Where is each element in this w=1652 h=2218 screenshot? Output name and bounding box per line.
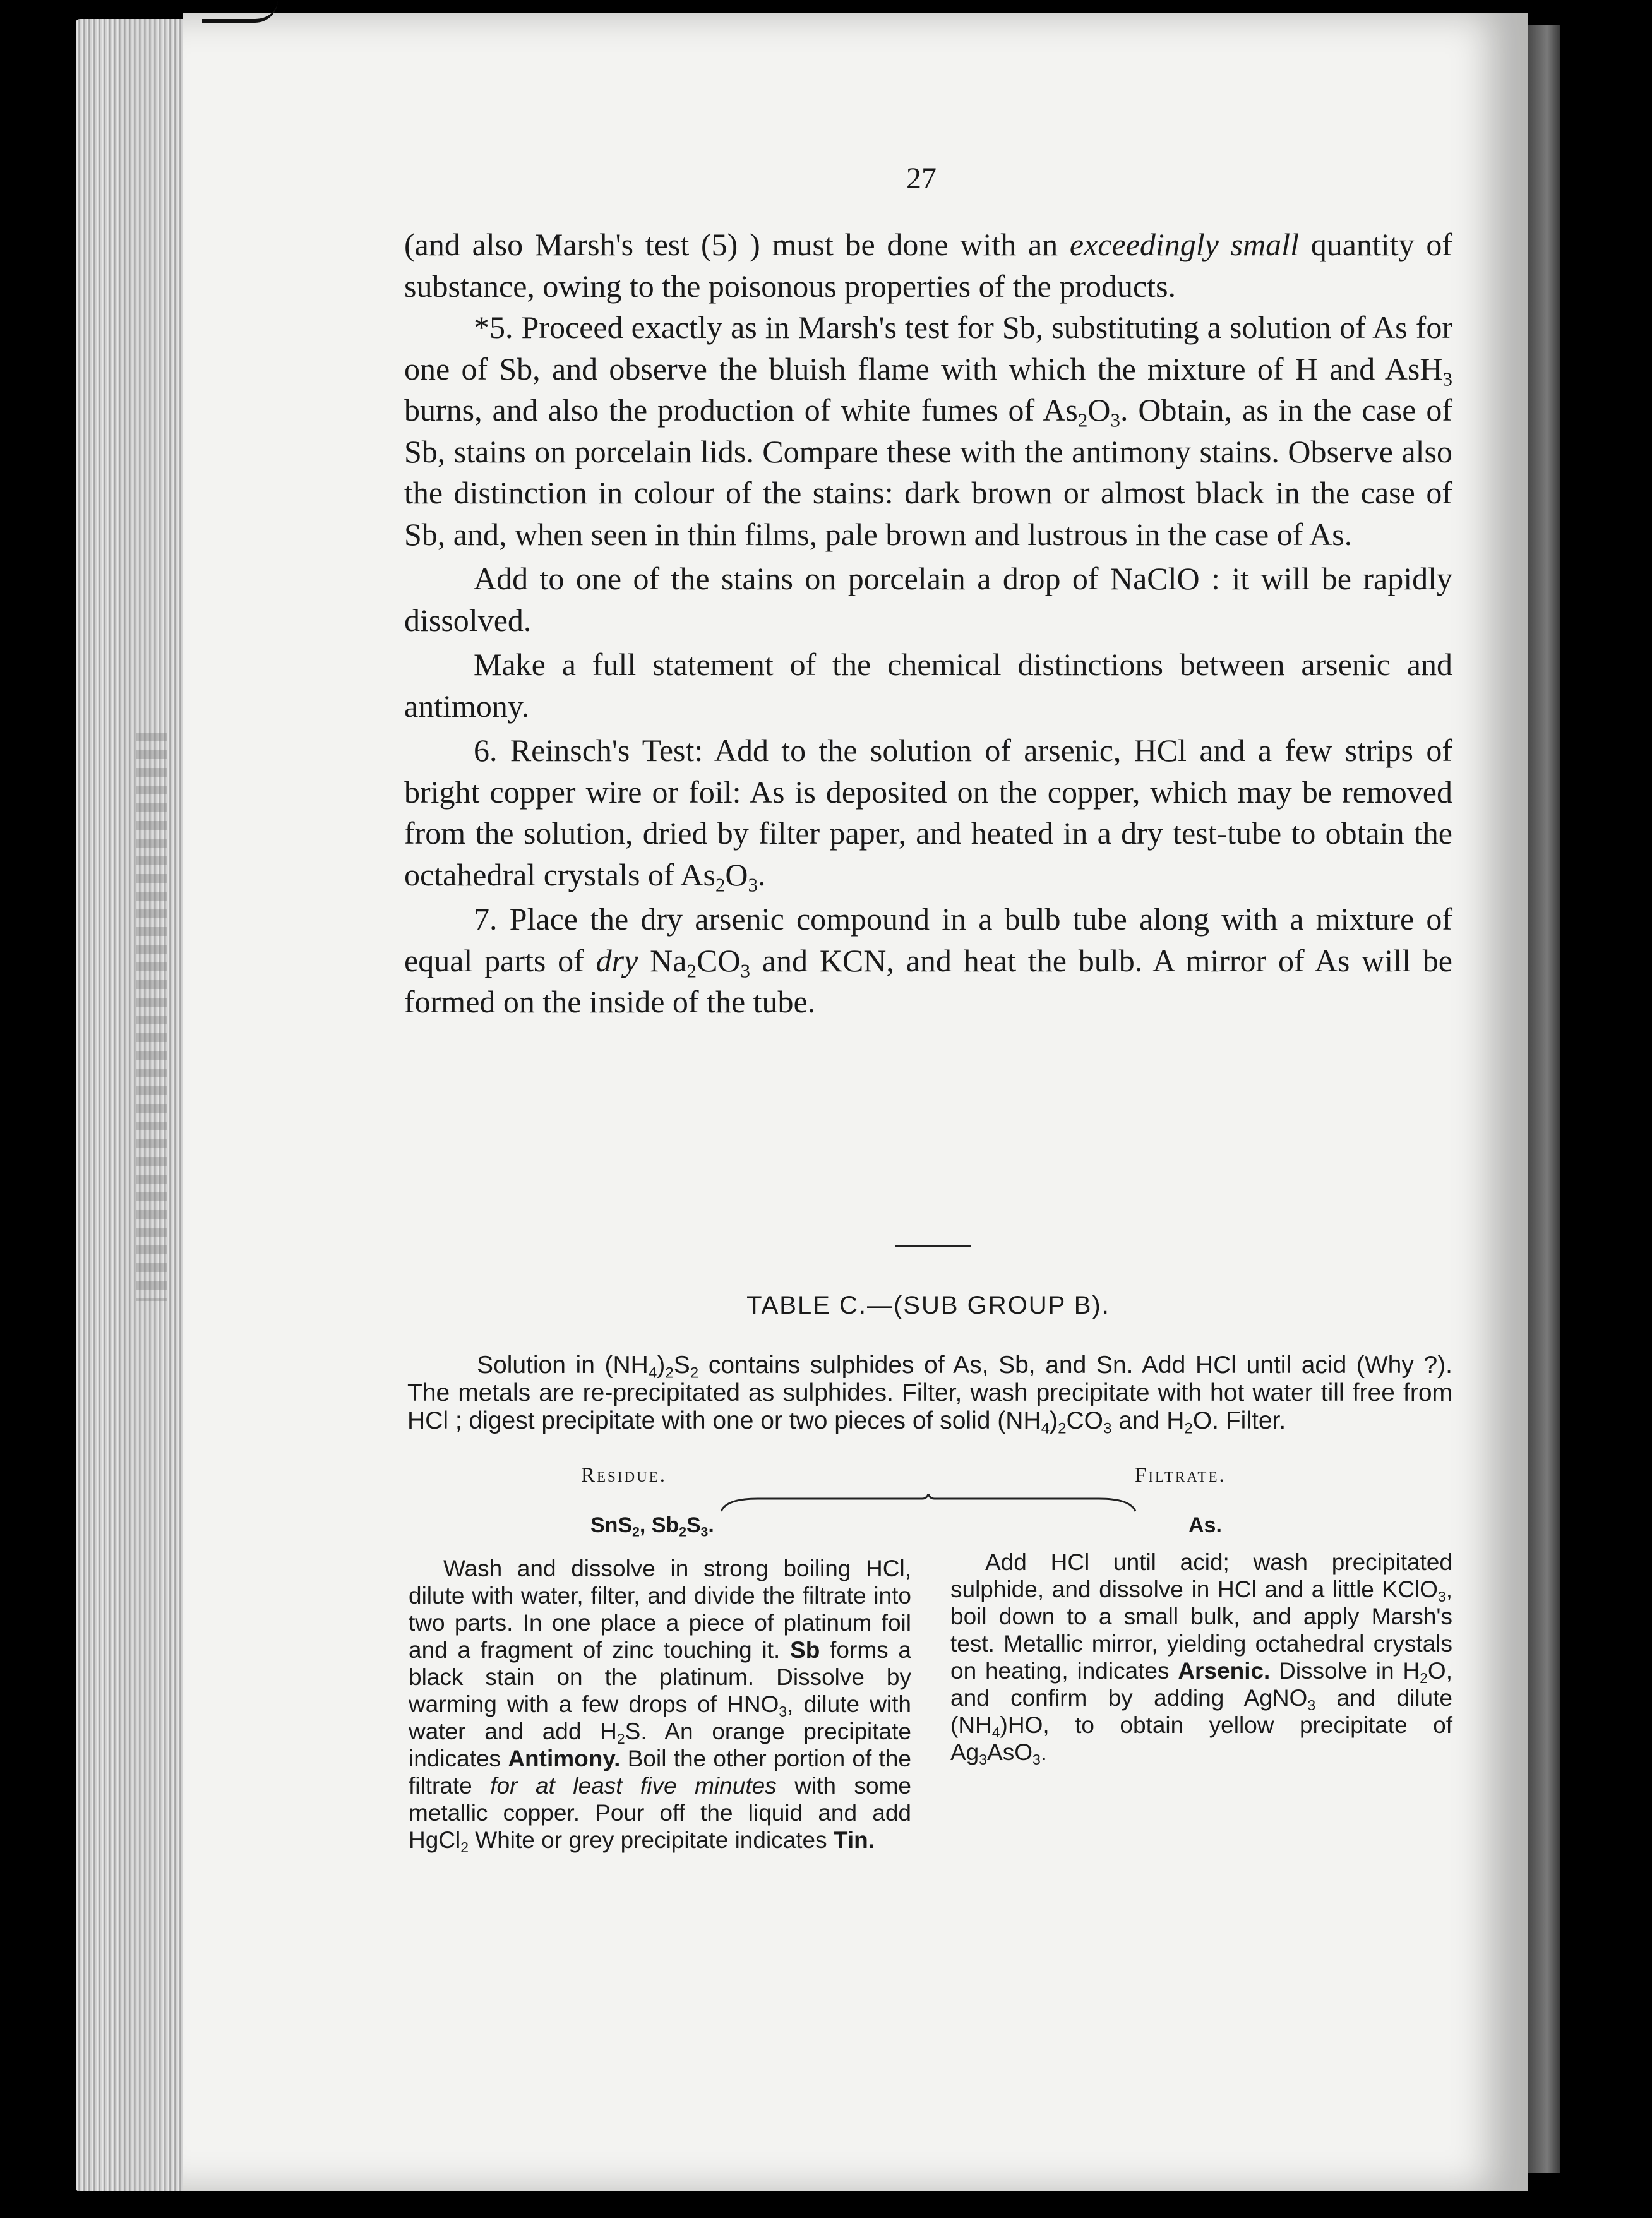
subscript: 2 [1184, 1420, 1193, 1437]
text-run: ) [657, 1352, 666, 1379]
subscript: 3 [740, 959, 750, 981]
text-run: O. Filter. [1192, 1407, 1286, 1434]
subscript: 3 [1103, 1420, 1112, 1437]
text-run: and KCN, and heat the bulb. A mirror of As will be formed on the inside of the tube. [404, 942, 1453, 1019]
text-run: Solution in (NH [477, 1352, 649, 1379]
page-number: 27 [906, 162, 937, 195]
bold-text: Antimony. [508, 1746, 621, 1771]
subscript: 2 [460, 1838, 469, 1855]
table-intro-text [407, 1352, 1452, 1435]
text-run: , Sb [639, 1513, 679, 1537]
text-run: and H [1111, 1407, 1185, 1434]
subscript: 3 [700, 1525, 709, 1540]
subscript: 3 [1032, 1751, 1041, 1768]
filtrate-heading: Filtrate. [1135, 1464, 1226, 1487]
subscript: 3 [1307, 1696, 1316, 1713]
subscript: 2 [715, 873, 726, 896]
text-run: Na [638, 942, 687, 978]
text-run: , boil down to a small bulk, and apply Marsh's test. Metallic mirror, yielding octahedral crystals on heating, indicates [950, 1576, 1452, 1684]
text-run: O, and confirm by adding AgNO [950, 1658, 1452, 1711]
text-run: *5. Proceed exactly as in Marsh's test for Sb, substituting a solution of As for one of Sb, and observe the bluish flame with which the mixture of H and AsH [404, 309, 1452, 387]
bold-text: Arsenic. [1178, 1658, 1271, 1684]
text-run: with some metallic copper. Pour off the liquid and add HgCl [409, 1773, 911, 1853]
subscript: 2 [665, 1364, 674, 1382]
pen-mark [202, 0, 278, 23]
subscript: 3 [779, 1703, 787, 1720]
text-run: Add HCl until acid; wash precipitated sulphide, and dissolve in HCl and a little KClO [950, 1549, 1452, 1602]
text-run: S [686, 1513, 701, 1537]
text-run: , dilute with water and add H [409, 1691, 911, 1744]
residue-procedure [409, 1555, 911, 1854]
spine-stamp [136, 733, 167, 1301]
subscript: 2 [1420, 1669, 1428, 1686]
filtrate-procedure [950, 1549, 1452, 1766]
text-run: burns, and also the production of white fumes of As [404, 392, 1078, 428]
residue-formula [590, 1513, 714, 1538]
separation-brace [720, 1494, 1137, 1513]
text-run: (and also Marsh's test (5) ) must be done with an [404, 227, 1070, 262]
text-run: contains sulphides of As, Sb, and Sn. Add HCl until acid (Why ?). The metals are re-precipitated as sulphides. Filter, wash precipitate with hot water till free from HCl ; digest precipitate with one or two pieces of solid (NH [407, 1352, 1453, 1434]
text-run: As. [1188, 1513, 1222, 1537]
text-run: O [725, 856, 748, 892]
text-run: Wash and dissolve in strong boiling HCl, dilute with water, filter, and divide the filtrate into two parts. In one place a piece of platinum foil and a fragment of zinc touching it. [409, 1556, 911, 1663]
paragraph-continuation [404, 224, 1452, 307]
subscript: 2 [632, 1525, 640, 1540]
text-run: AsO [987, 1739, 1032, 1765]
subscript: 2 [616, 1730, 625, 1747]
filtrate-column [950, 1549, 1452, 1766]
residue-column [409, 1555, 911, 1854]
subscript: 3 [1442, 367, 1452, 390]
text-run: S [673, 1352, 690, 1379]
text-run: CO [1066, 1407, 1104, 1434]
text-run: . [758, 856, 766, 892]
text-run: Boil the other portion of the filtrate [409, 1746, 911, 1799]
subscript: 2 [686, 959, 697, 981]
text-run: Dissolve in H [1270, 1658, 1420, 1684]
subscript: 2 [1058, 1420, 1067, 1437]
subscript: 3 [1110, 409, 1120, 431]
paragraph-7 [404, 899, 1452, 1023]
subscript: 4 [991, 1723, 1000, 1741]
text-run: quantity of substance, owing to the poisonous properties of the products. [404, 227, 1452, 304]
text-run: 7. Place the dry arsenic compound in a bulb tube along with a mixture of equal parts of [404, 901, 1452, 978]
body-text [404, 224, 1452, 1023]
page-edges [76, 19, 189, 2191]
subscript: 2 [679, 1525, 686, 1540]
subscript: 3 [1437, 1588, 1446, 1605]
paragraph-6 [404, 730, 1452, 896]
text-run: 6. Reinsch's Test: Add to the solution of arsenic, HCl and a few strips of bright copper wire or foil: As is deposited on the copper, which may be removed from the solution, dried by filter paper, and heated in a dry test-tube to obtain the octahedral crystals of As [404, 733, 1452, 892]
text-run: . Obtain, as in the case of Sb, stains on porcelain lids. Compare these with the antimony stains. Observe also the distinction in colour of the stains: dark brown or almost black in the case of Sb, and, when seen in thin films, pale brown and lustrous in the case of As. [404, 392, 1452, 552]
text-run: O [1087, 392, 1111, 428]
filtrate-formula [1188, 1513, 1222, 1538]
text-run: Make a full statement of the chemical distinctions between arsenic and antimony. [404, 647, 1452, 724]
italic-text: for at least five minutes [490, 1773, 777, 1799]
text-run: ) [1050, 1407, 1058, 1434]
text-run: SnS [590, 1513, 633, 1537]
subscript: 2 [690, 1364, 699, 1382]
subscript: 3 [748, 873, 758, 896]
bold-text: Sb [790, 1637, 820, 1663]
subscript: 2 [1077, 409, 1088, 431]
text-run: forms a black stain on the platinum. Dissolve by warming with a few drops of HNO [409, 1637, 912, 1717]
text-run: and dilute (NH [950, 1685, 1452, 1738]
book-gutter [1528, 25, 1560, 2173]
italic-text: dry [596, 942, 638, 978]
subscript: 3 [979, 1751, 988, 1768]
text-run: . [708, 1513, 714, 1537]
text-run: . [1040, 1739, 1048, 1765]
bold-text: Tin. [833, 1827, 875, 1853]
text-run: S. An orange precipitate indicates [409, 1718, 911, 1771]
text-run: Add to one of the stains on porcelain a drop of NaClO : it will be rapidly dissolved. [404, 561, 1452, 638]
paragraph-5 [404, 307, 1452, 555]
subscript: 4 [648, 1364, 657, 1382]
text-run: White or grey precipitate indicates [469, 1827, 834, 1853]
section-divider [895, 1245, 971, 1247]
text-run: CO [696, 942, 741, 978]
table-title: TABLE C.—(SUB GROUP B). [746, 1292, 1110, 1319]
text-run: )HO, to obtain yellow precipitate of Ag [950, 1712, 1452, 1765]
table-intro [407, 1352, 1452, 1435]
residue-heading: Residue. [581, 1464, 667, 1487]
subscript: 4 [1041, 1420, 1050, 1437]
paragraph-statement [404, 644, 1452, 727]
italic-text: exceedingly small [1069, 227, 1299, 262]
paragraph-naclo [404, 558, 1452, 641]
